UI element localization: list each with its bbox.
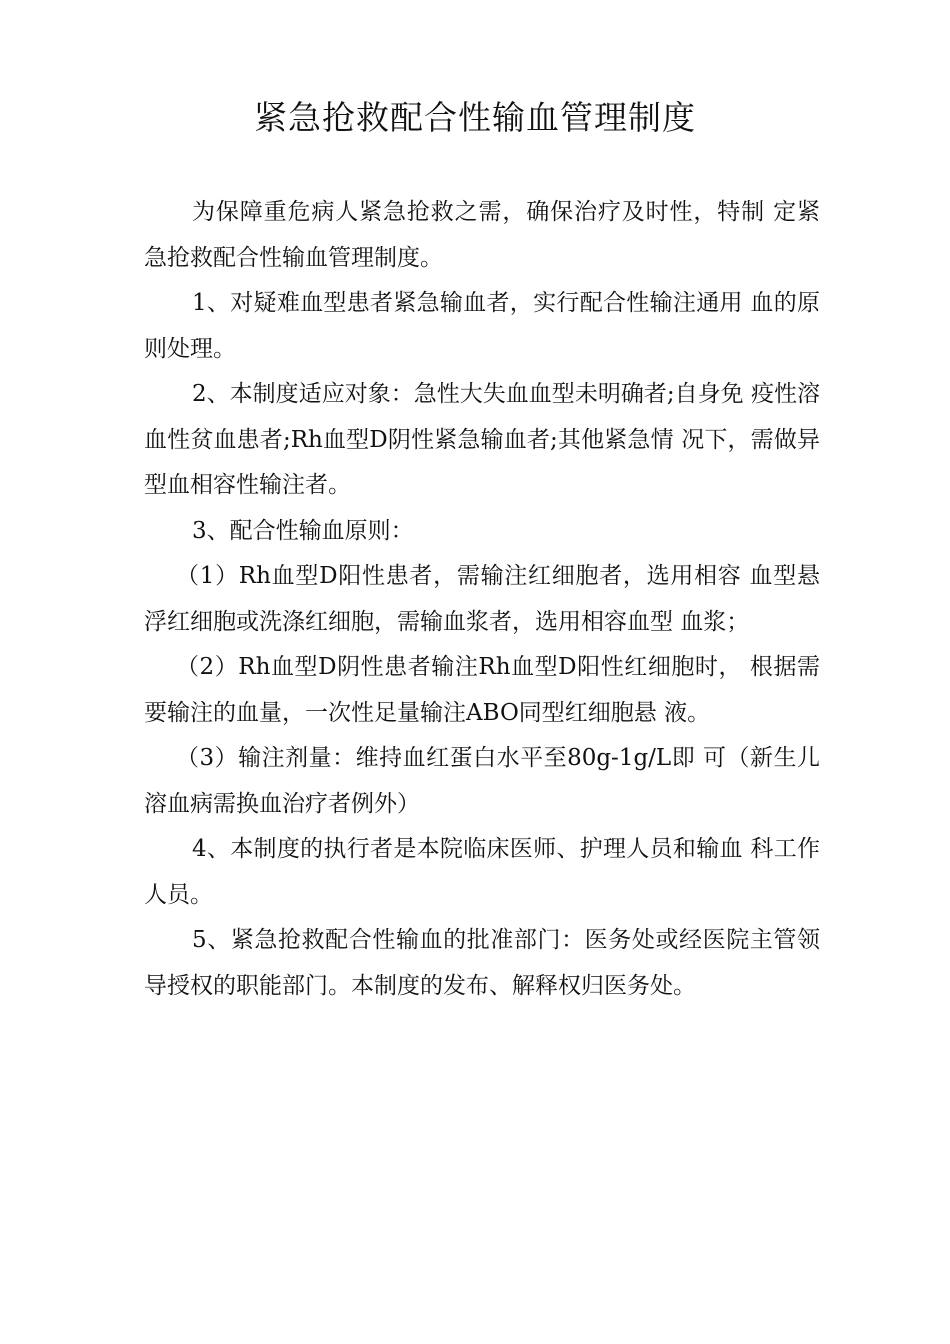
paragraph-sub-item-3: （3）输注剂量：维持血红蛋白水平至80g-1g/L即 可（新生儿溶血病需换血治疗者例外）	[144, 745, 820, 817]
document-body	[144, 190, 820, 1009]
paragraph-sub-item-1: （1）Rh血型D阳性患者，需输注红细胞者，选用相容 血型悬浮红细胞或洗涤红细胞，需输血浆者，选用相容血型 血浆；	[144, 563, 820, 635]
paragraph-sub-item-2: （2）Rh血型D阴性患者输注Rh血型D阳性红细胞时， 根据需要输注的血量，一次性足量输注ABO同型红细胞悬 液。	[144, 654, 820, 726]
paragraph-item-2: 2、本制度适应对象：急性大失血血型未明确者;自身免 疫性溶血性贫血患者;Rh血型D阴性紧急输血者;其他紧急情 况下，需做异型血相容性输注者。	[144, 381, 820, 498]
paragraph-item-3: 3、配合性输血原则：	[192, 517, 414, 544]
paragraph-intro: 为保障重危病人紧急抢救之需，确保治疗及时性，特制 定紧急抢救配合性输血管理制度。	[144, 199, 820, 271]
document-title: 紧急抢救配合性输血管理制度	[254, 98, 696, 137]
paragraph-item-5: 5、紧急抢救配合性输血的批准部门：医务处或经医院主管领导授权的职能部门。本制度的发布、解释权归医务处。	[144, 927, 820, 999]
paragraph-item-1: 1、对疑难血型患者紧急输血者，实行配合性输注通用 血的原则处理。	[144, 290, 820, 362]
paragraph-item-4: 4、本制度的执行者是本院临床医师、护理人员和输血 科工作人员。	[144, 836, 820, 908]
